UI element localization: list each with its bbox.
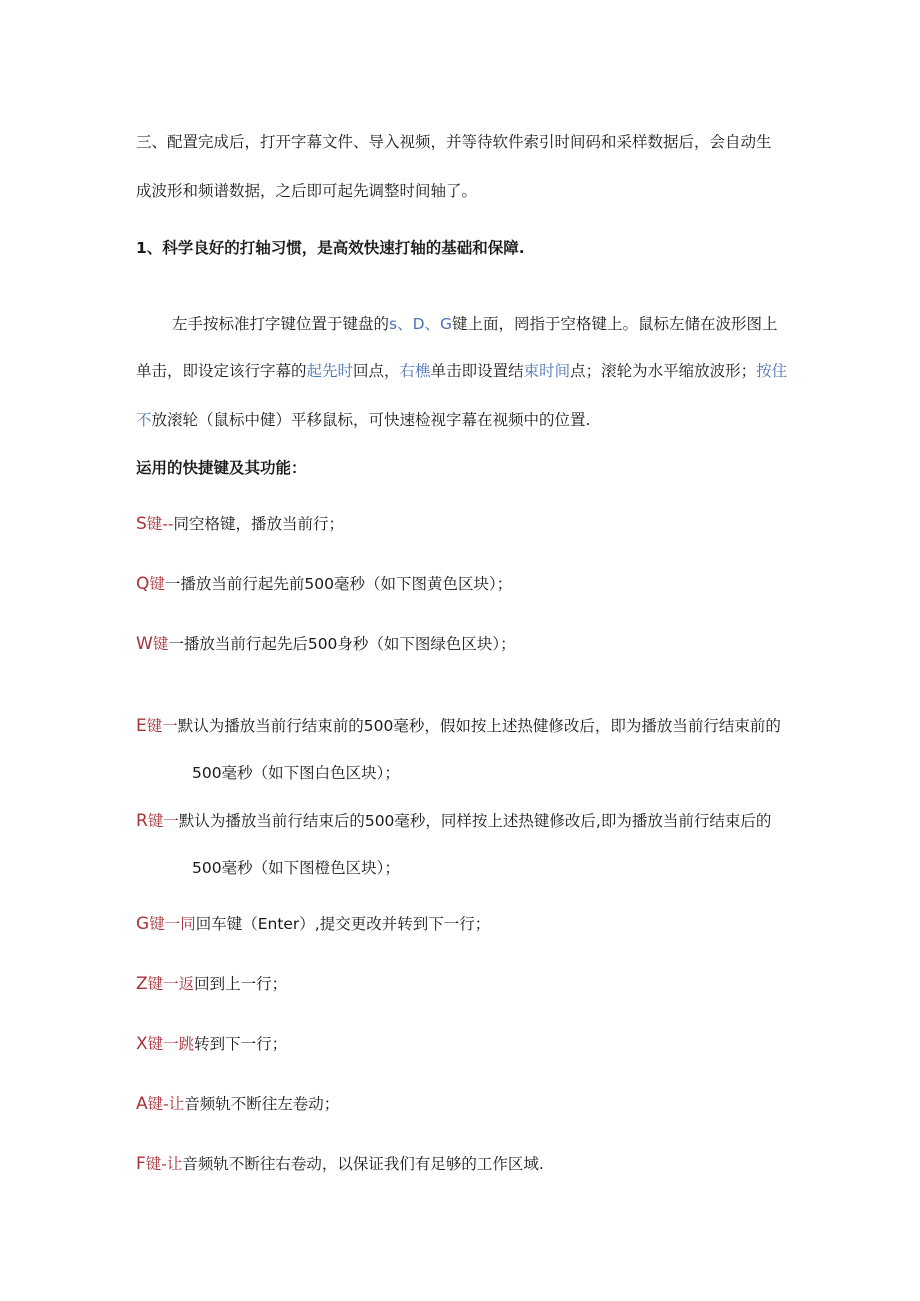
shortcut-desc: 默认为播放当前行结束后的500毫秒，同样按上述热键修改后,即为播放当前行结束后的 [178, 812, 772, 830]
shortcut-key: E [136, 716, 147, 736]
shortcut-desc: 同空格键，播放当前行； [173, 515, 344, 533]
highlight-keys: s、D、G [389, 315, 453, 333]
shortcut-e [136, 715, 781, 737]
shortcut-mark: 键一返 [147, 975, 195, 993]
shortcut-z [136, 973, 287, 995]
intro-line-2: 成波形和频谱数据，之后即可起先调整时间轴了。 [136, 182, 478, 200]
shortcut-key: A [136, 1094, 148, 1114]
shortcut-mark: 键-让 [145, 1155, 183, 1173]
shortcut-key: X [136, 1034, 148, 1054]
shortcut-g [136, 913, 490, 935]
shortcut-e-cont: 500毫秒（如下图白色区块）； [192, 764, 400, 782]
shortcut-key: Z [136, 974, 148, 994]
para-line-3 [136, 409, 590, 431]
shortcut-mark: 键-- [146, 515, 174, 533]
para-text: 放滚轮（鼠标中健）平移鼠标，可快速检视字幕在视频中的位置. [151, 411, 591, 429]
shortcut-mark: 键一 [147, 812, 179, 830]
shortcut-a [136, 1093, 339, 1115]
para-text: 回点， [353, 362, 400, 380]
para-line-1 [172, 313, 778, 335]
shortcut-q [136, 573, 512, 595]
shortcut-desc: 回车键（Enter）,提交更改并转到下一行； [195, 915, 491, 933]
shortcut-key: W [136, 634, 153, 654]
shortcut-mark: 键 [149, 575, 165, 593]
shortcut-desc: 默认为播放当前行结束前的500毫秒，假如按上述热健修改后，即为播放当前行结束前的 [177, 717, 781, 735]
highlight-text: 右樵 [399, 362, 431, 380]
shortcut-mark: 键一跳 [147, 1035, 195, 1053]
shortcuts-heading: 运用的快捷键及其功能： [136, 459, 307, 477]
shortcut-mark: 键一 [146, 717, 178, 735]
highlight-text: 不 [136, 411, 152, 429]
shortcut-w [136, 633, 516, 655]
shortcut-key: G [136, 914, 150, 934]
section-heading: 1、科学良好的打轴习惯，是高效快速打轴的基础和保障. [136, 239, 525, 257]
shortcut-s [136, 513, 344, 535]
shortcut-key: F [136, 1154, 146, 1174]
para-text: 左手按标准打字键位置于键盘的 [172, 315, 390, 333]
shortcut-key: S [136, 514, 147, 534]
intro-line-1: 三、配置完成后，打开字幕文件、导入视频，并等待软件索引时间码和采样数据后，会自动生 [136, 133, 772, 151]
highlight-text: 束时间 [523, 362, 571, 380]
shortcut-f [136, 1153, 544, 1175]
highlight-text: 起先时 [306, 362, 354, 380]
shortcut-mark: 键一同 [149, 915, 196, 933]
shortcut-desc: 音频轨不断往左卷动； [184, 1095, 340, 1113]
shortcut-r [136, 810, 771, 832]
shortcut-x [136, 1033, 287, 1055]
shortcut-key: R [136, 811, 148, 831]
shortcut-desc: 一播放当前行起先前500毫秒（如下图黄色区块）； [164, 575, 513, 593]
para-text: 键上面，罔指于空格键上。鼠标左储在波形图上 [452, 315, 778, 333]
shortcut-desc: 转到下一行； [194, 1035, 288, 1053]
para-text: 单击，即设定该行字幕的 [136, 362, 307, 380]
para-text: 单击即设置结 [430, 362, 524, 380]
shortcut-key: Q [136, 574, 150, 594]
para-text: 点；滚轮为水平缩放波形； [570, 362, 757, 380]
shortcut-mark: 键-让 [147, 1095, 185, 1113]
shortcut-r-cont: 500毫秒（如下图橙色区块）； [192, 859, 400, 877]
highlight-text: 按住 [756, 362, 788, 380]
para-line-2 [136, 360, 787, 382]
shortcut-desc: 一播放当前行起先后500身秒（如下图绿色区块）； [168, 635, 516, 653]
shortcut-mark: 键 [152, 635, 169, 653]
shortcut-desc: 回到上一行； [194, 975, 288, 993]
shortcut-desc: 音频轨不断往右卷动，以保证我们有足够的工作区域. [182, 1155, 544, 1173]
